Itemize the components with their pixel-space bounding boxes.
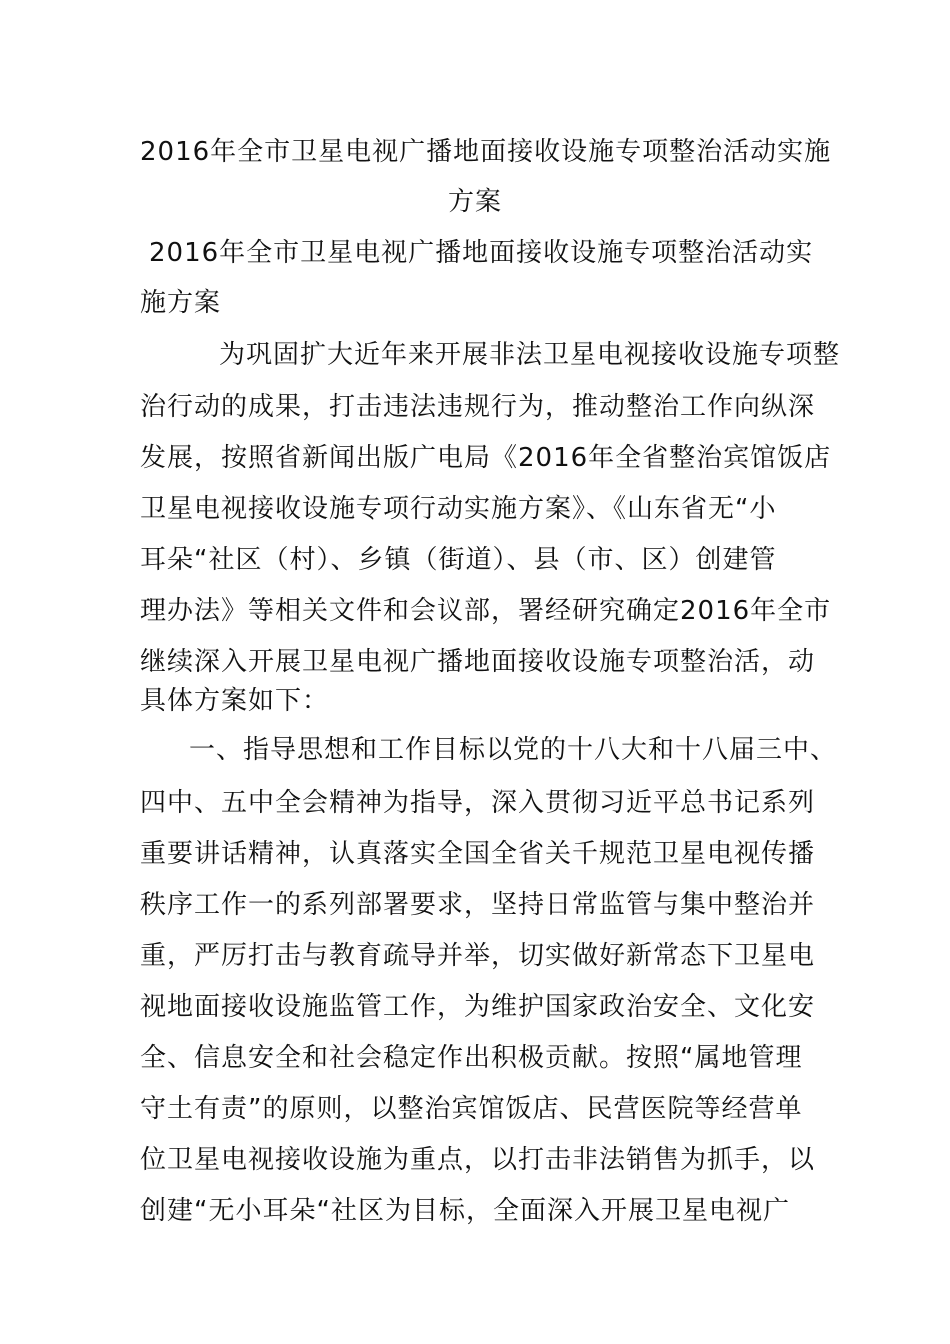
- document-title-line-2: 方案: [447, 187, 502, 217]
- paragraph-2-line: 守土有责”的原则，以整治宾馆饭店、民营医院等经营单: [140, 1094, 803, 1124]
- paragraph-2-line: 一、指导思想和工作目标以党的十八大和十八届三中、: [189, 735, 838, 765]
- paragraph-2-line: 创建“无小耳朵“社区为目标，全面深入开展卫星电视广: [140, 1196, 790, 1226]
- document-title-line-1: 2016年全市卫星电视广播地面接收设施专项整治活动实施: [140, 137, 832, 167]
- paragraph-2-line: 位卫星电视接收设施为重点，以打击非法销售为抓手，以: [140, 1145, 816, 1175]
- paragraph-1-line: 耳朵“社区（村）、乡镇（街道）、县（市、区）创建管: [140, 545, 777, 575]
- paragraph-2-line: 重，严厉打击与教育疏导并举，切实做好新常态下卫星电: [140, 941, 816, 971]
- paragraph-1-line: 继续深入开展卫星电视广播地面接收设施专项整治活，动: [140, 647, 816, 677]
- paragraph-1-line: 发展，按照省新闻出版广电局《2016年全省整治宾馆饭店: [140, 443, 832, 473]
- paragraph-1-line: 为巩固扩大近年来开展非法卫星电视接收设施专项整: [219, 340, 841, 370]
- paragraph-2-line: 视地面接收设施监管工作，为维护国家政治安全、文化安: [140, 992, 816, 1022]
- paragraph-2-line: 秩序工作一的系列部署要求，坚持日常监管与集中整治并: [140, 890, 816, 920]
- paragraph-1-line: 卫星电视接收设施专项行动实施方案》、《山东省无“小: [140, 494, 777, 524]
- paragraph-2-line: 全、信息安全和社会稳定作出积极贡献。按照“属地管理: [140, 1043, 803, 1073]
- paragraph-1-line: 治行动的成果，打击违法违规行为，推动整治工作向纵深: [140, 392, 816, 422]
- paragraph-2-line: 四中、五中全会精神为指导，深入贯彻习近平总书记系列: [140, 788, 816, 818]
- document-subtitle-line-2: 施方案: [140, 288, 222, 318]
- paragraph-1-line: 理办法》等相关文件和会议部，署经研究确定2016年全市: [140, 596, 832, 626]
- paragraph-2-line: 重要讲话精神，认真落实全国全省关千规范卫星电视传播: [140, 839, 816, 869]
- document-subtitle-line-1: 2016年全市卫星电视广播地面接收设施专项整治活动实: [149, 238, 814, 268]
- paragraph-1-line: 具体方案如下：: [140, 686, 330, 716]
